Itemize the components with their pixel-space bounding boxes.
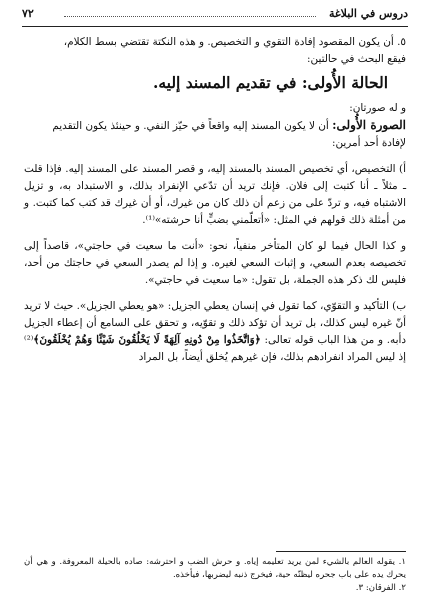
quran-verse: ﴿وَاتَّخَذُوا مِنْ دُونِهِ آلِهَةً لَا يَخْلُقُونَ شَيْئًا وَهُمْ يُخْلَقُونَ﴾ xyxy=(33,334,261,346)
paragraph-emphasis xyxy=(24,298,406,366)
footnote-rule xyxy=(276,551,406,552)
main-text xyxy=(24,34,406,366)
form-one-text: أن لا يكون المسند إليه واقعاً في حيّز النفي. و حينئذ يكون التقديم xyxy=(52,120,333,132)
paragraph-form-one xyxy=(24,117,406,135)
emphasis-text-continued: ⁽²⁾ إذ ليس المراد انفرادهم بذلك، فإن غيرهم يُخلق أيضاً، بل المراد xyxy=(24,334,406,363)
paragraph-two-cases: فيقع البحث في حالتين: xyxy=(307,53,406,65)
paragraph-specification: أ) التخصيص، أي تخصيص المسند بالمسند إليه، و قصر المسند على المسند إليه. فإذا قلت ـ مثلاً ـ أنا كتبت إلى فلان. فإنك تريد أن تدّعي الإنفراد بذلك، و الاستبداد به، و تزيل الاشتباه فيه، و تردّ على من زعم أن ذلك كان من غيرك، أو أن غيرك قد كتب كما كتبت. و من أمثلة ذلك قولهم في المثل: «أتعلّمني بضبٍّ أنا حرشته»⁽¹⁾. xyxy=(24,163,406,226)
page-number: ٧٢ xyxy=(22,7,34,20)
footnotes xyxy=(24,556,406,595)
header-rule xyxy=(22,26,408,27)
book-title: دروس في البلاغة xyxy=(329,7,408,20)
footnote-2: ٢. الفرقان: ٣. xyxy=(355,583,406,593)
paragraph-negation: و كذا الحال فيما لو كان المتأخر منفياً، نحو: «أنت ما سعيت في حاجتي»، قاصداً إلى تخصيصه بعدم السعي، و إثبات السعي لغيره. و إذا لم يصدر السعي في حاجتك من أحد، فليس لك ذكر هذه الجملة، بل تقول: «ما سعيت في حاجتي». xyxy=(24,240,406,286)
paragraph-one-of-two: لإفادة أحد أمرين: xyxy=(332,137,406,149)
header-dotted-leader xyxy=(64,16,316,17)
running-header xyxy=(22,6,408,22)
section-heading: الحالة الأُولى: في تقديم المسند إليه. xyxy=(152,73,388,92)
form-one-label: الصورة الأُولى: xyxy=(332,118,406,132)
paragraph-two-forms: و له صورتان: xyxy=(349,102,406,114)
footnote-1: ١. يقوله العالم بالشيء لمن يريد تعليمه إياه. و حرش الضب و احترشه: صاده بالحيلة المعروفة. و هي أن يحرك يده على باب جحره ليظنّه حية، فيخرج ذنبه ليضربها، فيأخذه. xyxy=(24,557,406,580)
paragraph-point-5: ٥. أن يكون المقصود إفادة التقوي و التخصيص. و هذه النكتة تقتضي بسط الكلام، xyxy=(63,36,406,48)
emphasis-text: ب) التأكيد و التقوّي، كما تقول في إنسان يعطي الجزيل: «هو يعطي الجزيل». حيث لا تريد أنّ غيره ليس كذلك، بل تريد أن تؤكد ذلك و تقوّيه، و تحقق على السامع أن إعطاء الجزيل دأبه. و من هذا الباب قوله تعالى: xyxy=(24,300,406,346)
